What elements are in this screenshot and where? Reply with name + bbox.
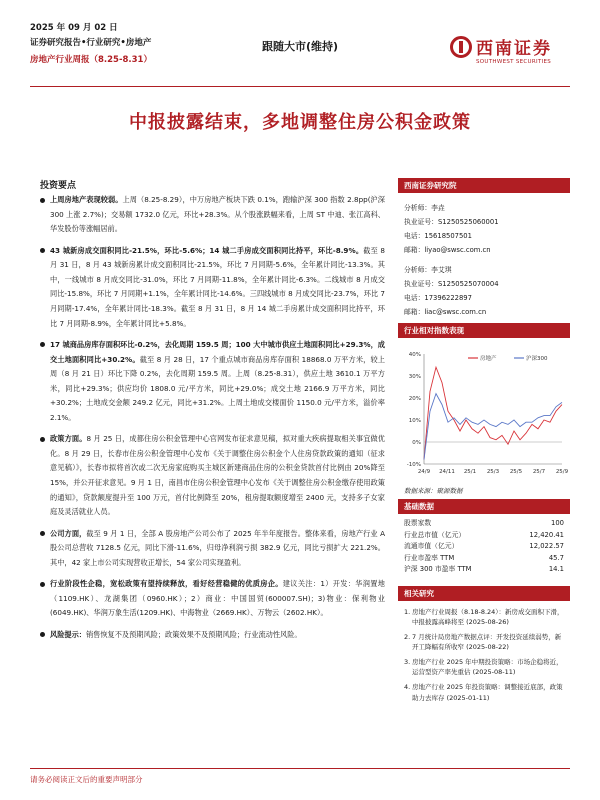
point-text: 建议关注：1）开发：华润置地（1109.HK）、龙湖集团（0960.HK）；2）商业：中国国贸(600007.SH)；3)物业：保利物业(6049.HK)、华润万象生活(1209.HK)、中海物业（2669.HK）、万物云（2602.HK）。 bbox=[50, 579, 385, 618]
point-heading: 公司方面， bbox=[50, 528, 87, 538]
point-text: 8 月 25 日，成都住房公积金管理中心官网发布征求意见稿，拟对重大疾病提取相关事宜做优化。8 月 29 日，长春市住房公积金管理中心发布《关于调整住房公积金个人住房贷款政策的通知（征求意见稿）》，长春市拟将首次或二次无房家庭购买主城区新建商品住房的公积金贷款首付比例由 20%降至 15%，并公开征求意见。9 月 1 日，南昌市住房公积金管理中心发布《关于调整住房公积金缴存使用政策的通知》，贷款额度提升至 100 万元，首付比例降至 20%，租房提取额度增至 2400 元，支持多子女家庭及灵活就业人员。 bbox=[50, 434, 385, 517]
bullet-icon bbox=[40, 582, 45, 587]
basic-data-title: 基础数据 bbox=[398, 499, 570, 514]
related-item-number: 4. bbox=[404, 683, 411, 692]
y-tick-label: 20% bbox=[408, 396, 421, 402]
section-heading: 投资要点 bbox=[40, 181, 77, 191]
point-text: 截至 8 月 28 日，17 个重点城市商品房库存面积 18868.0 万平方米，较上周（8 月 21 日）环比下降 0.2%，去化周期 159.5 周。上周（8.25-8.31），供应土地 3610.1 万平方米，同比+29.3%；供应均价 1808.0 元/平方米，同比+29.0%；成交土地 2166.9 万平方米，同比+30.2%；土地成交金额 249.2 亿元，同比+31.2%。上周土地成交楼面价 1150.0 元/平方米，溢价率 2.1%。 bbox=[50, 354, 385, 422]
related-item-number: 1. bbox=[404, 607, 411, 616]
basic-data-row bbox=[398, 530, 570, 542]
basic-data-label: 沪深 300 市盈率 TTM bbox=[404, 565, 472, 573]
related-research-item[interactable] bbox=[404, 682, 564, 703]
investment-point bbox=[40, 577, 385, 621]
related-research-title: 相关研究 bbox=[398, 586, 570, 601]
analyst-box-title: 西南证券研究院 bbox=[398, 178, 570, 193]
investment-point bbox=[40, 628, 385, 643]
logo-mark-icon bbox=[450, 36, 472, 58]
report-series: 房地产行业周报（8.25-8.31） bbox=[30, 55, 152, 65]
footer-divider bbox=[30, 768, 570, 769]
investment-point bbox=[40, 244, 385, 332]
basic-data-label: 股票家数 bbox=[404, 519, 432, 527]
legend-label: 房地产 bbox=[480, 356, 497, 362]
analyst-license: 执业证号：S1250525060001 bbox=[404, 218, 499, 226]
legend-label: 沪深300 bbox=[526, 356, 548, 362]
x-tick-label: 25/3 bbox=[486, 469, 500, 475]
related-research-item[interactable] bbox=[404, 607, 564, 628]
series-line-1 bbox=[424, 394, 562, 460]
analyst-phone: 电话：15618507501 bbox=[404, 232, 472, 240]
bullet-icon bbox=[40, 632, 45, 637]
analyst-name: 分析师：李垚 bbox=[404, 204, 445, 212]
investment-point bbox=[40, 432, 385, 520]
x-tick-label: 24/11 bbox=[439, 469, 455, 475]
point-heading: 政策方面。 bbox=[50, 434, 87, 444]
report-date: 2025 年 09 月 02 日 bbox=[30, 23, 118, 33]
analyst-list bbox=[398, 193, 570, 323]
point-text: 上周（8.25-8.29），中万房地产板块下跌 0.1%，跑输沪深 300 指数 2.8pp(沪深 300 上涨 2.7%)；交易额 1732.0 亿元，环比+28.3%。从个股涨跌幅来看，上周 ST 中迪、张江高科、华发股份等涨幅居前。 bbox=[50, 195, 385, 234]
analyst-phone: 电话：17396222897 bbox=[404, 294, 472, 302]
basic-data-row bbox=[398, 553, 570, 565]
point-heading: 风险提示： bbox=[50, 629, 86, 639]
bullet-icon bbox=[40, 437, 45, 442]
bullet-icon bbox=[40, 198, 45, 203]
related-research-item[interactable] bbox=[404, 657, 564, 678]
industry-rating: 跟随大市(维持) bbox=[262, 40, 339, 53]
analyst-email[interactable]: 邮箱：liac@swsc.com.cn bbox=[404, 308, 487, 316]
basic-data-value: 100 bbox=[551, 519, 564, 527]
page-title: 中报披露结束，多地调整住房公积金政策 bbox=[129, 112, 471, 133]
basic-data-label: 行业市盈率 TTM bbox=[404, 553, 455, 562]
point-heading: 上周房地产表现较弱。 bbox=[50, 195, 123, 204]
x-tick-label: 25/7 bbox=[532, 469, 546, 475]
related-research-item[interactable] bbox=[404, 632, 564, 653]
company-logo bbox=[450, 34, 570, 74]
point-text: 截至 8 月 31 日，8 月 43 城新房累计成交面积同比-21.5%，环比 7 月同期-5.6%，全年累计同比-13.3%。其中，一线城市 8 月成交同比-31.0%，环比 7 月同期-11.8%，全年累计同比-6.3%。二线城市 8 月成交同比-15.8%，环比 7 月同期+1.1%，全年累计同比-14.6%。三四线城市 8 月成交同比-23.7%，环比 7 月同期-17.4%，全年累计同比-18.3%。截至 8 月 31 日，8 月 14 城二手房累计成交面积同比持平，环比 7 月同期-8.9%，全年累计同比+5.8%。 bbox=[50, 245, 385, 328]
related-item-number: 3. bbox=[404, 657, 411, 666]
point-heading: 43 城新房成交面积同比-21.5%，环比-5.6%；14 城二手房成交面积同比持平，环比-8.9%。 bbox=[50, 245, 364, 255]
y-tick-label: 30% bbox=[408, 374, 421, 380]
sidebar bbox=[398, 178, 570, 707]
related-item-number: 2. bbox=[404, 632, 411, 641]
point-heading: 行业阶段性企稳，宽松政策有望持续释放，看好经营稳健的优质房企。 bbox=[50, 579, 283, 589]
basic-data-value: 45.7 bbox=[548, 553, 564, 562]
related-item-text: 7 月统计局房地产数据点评：开发投资延续弱势，新开工降幅有所收窄 (2025-08-22) bbox=[412, 632, 562, 652]
investment-point bbox=[40, 527, 385, 571]
x-tick-label: 24/9 bbox=[417, 469, 431, 475]
investment-point bbox=[40, 193, 385, 237]
x-tick-label: 25/5 bbox=[509, 469, 523, 475]
basic-data-label: 流通市值（亿元） bbox=[404, 542, 459, 550]
analyst-email[interactable]: 邮箱：liyao@swsc.com.cn bbox=[404, 246, 491, 254]
y-tick-label: 10% bbox=[408, 418, 421, 424]
related-item-text: 房地产行业 2025 年投资策略：调整接近底部，政策助力去库存 (2025-01-11) bbox=[412, 683, 563, 702]
y-tick-label: 40% bbox=[408, 352, 421, 358]
logo-en-text: SOUTHWEST SECURITIES bbox=[476, 59, 552, 65]
chart-svg bbox=[398, 344, 570, 482]
related-item-text: 房地产行业周报（8.18-8.24）：新房成交面积下滑，中报披露高峰将至 (2025-08-26) bbox=[412, 607, 564, 627]
basic-data-row bbox=[398, 518, 570, 530]
point-heading: 17 城商品房库存面积环比-0.2%，去化周期 159.5 周；100 大中城市供应土地面积同比+29.3%，成交土地面积同比+30.2%。 bbox=[50, 339, 385, 364]
report-meta bbox=[30, 22, 270, 67]
basic-data-value: 14.1 bbox=[548, 565, 564, 573]
report-type: 证券研究报告•行业研究•房地产 bbox=[30, 38, 152, 48]
basic-data-row bbox=[398, 541, 570, 553]
footer-disclaimer: 请务必阅读正文后的重要声明部分 bbox=[30, 775, 143, 784]
bullet-icon bbox=[40, 342, 45, 347]
point-text: 截至 9 月 1 日，全部 A 股房地产公司公布了 2025 年半年度报告。整体来看，房地产行业 A 股公司总营收 7128.5 亿元，同比下滑-11.6%，归母净利润亏损 382.9 亿元，同比亏损扩大 221.2%。其中，42 家上市公司实现营收正增长，54 家公司实现盈利。 bbox=[50, 528, 385, 567]
relative-index-chart bbox=[398, 344, 570, 482]
header-divider bbox=[30, 86, 570, 87]
x-tick-label: 25/1 bbox=[463, 469, 477, 475]
investment-points bbox=[40, 193, 385, 649]
y-tick-label: 0% bbox=[412, 440, 421, 446]
basic-data-label: 行业总市值（亿元） bbox=[404, 530, 466, 539]
basic-data-table bbox=[398, 514, 570, 576]
related-item-text: 房地产行业 2025 年中期投资策略：市场企稳将近，运营型资产率先重估 (2025-08-11) bbox=[412, 657, 563, 677]
related-research-list bbox=[398, 601, 570, 704]
bullet-icon bbox=[40, 531, 45, 536]
analyst-license: 执业证号：S1250525070004 bbox=[404, 280, 499, 288]
analyst-name: 分析师：李艾琪 bbox=[404, 266, 452, 274]
investment-point bbox=[40, 338, 385, 426]
y-tick-label: -10% bbox=[406, 462, 421, 468]
chart-data-source: 数据来源：聚源数据 bbox=[404, 487, 463, 495]
chart-box-title: 行业相对指数表现 bbox=[398, 323, 570, 338]
basic-data-value: 12,022.57 bbox=[529, 542, 564, 550]
bullet-icon bbox=[40, 248, 45, 253]
logo-cn-text: 西南证券 bbox=[476, 39, 552, 59]
point-text: 销售恢复不及预期风险；政策效果不及预期风险；行业流动性风险。 bbox=[85, 629, 302, 639]
basic-data-row bbox=[398, 564, 570, 576]
x-tick-label: 25/9 bbox=[555, 469, 569, 475]
basic-data-value: 12,420.41 bbox=[529, 530, 564, 539]
